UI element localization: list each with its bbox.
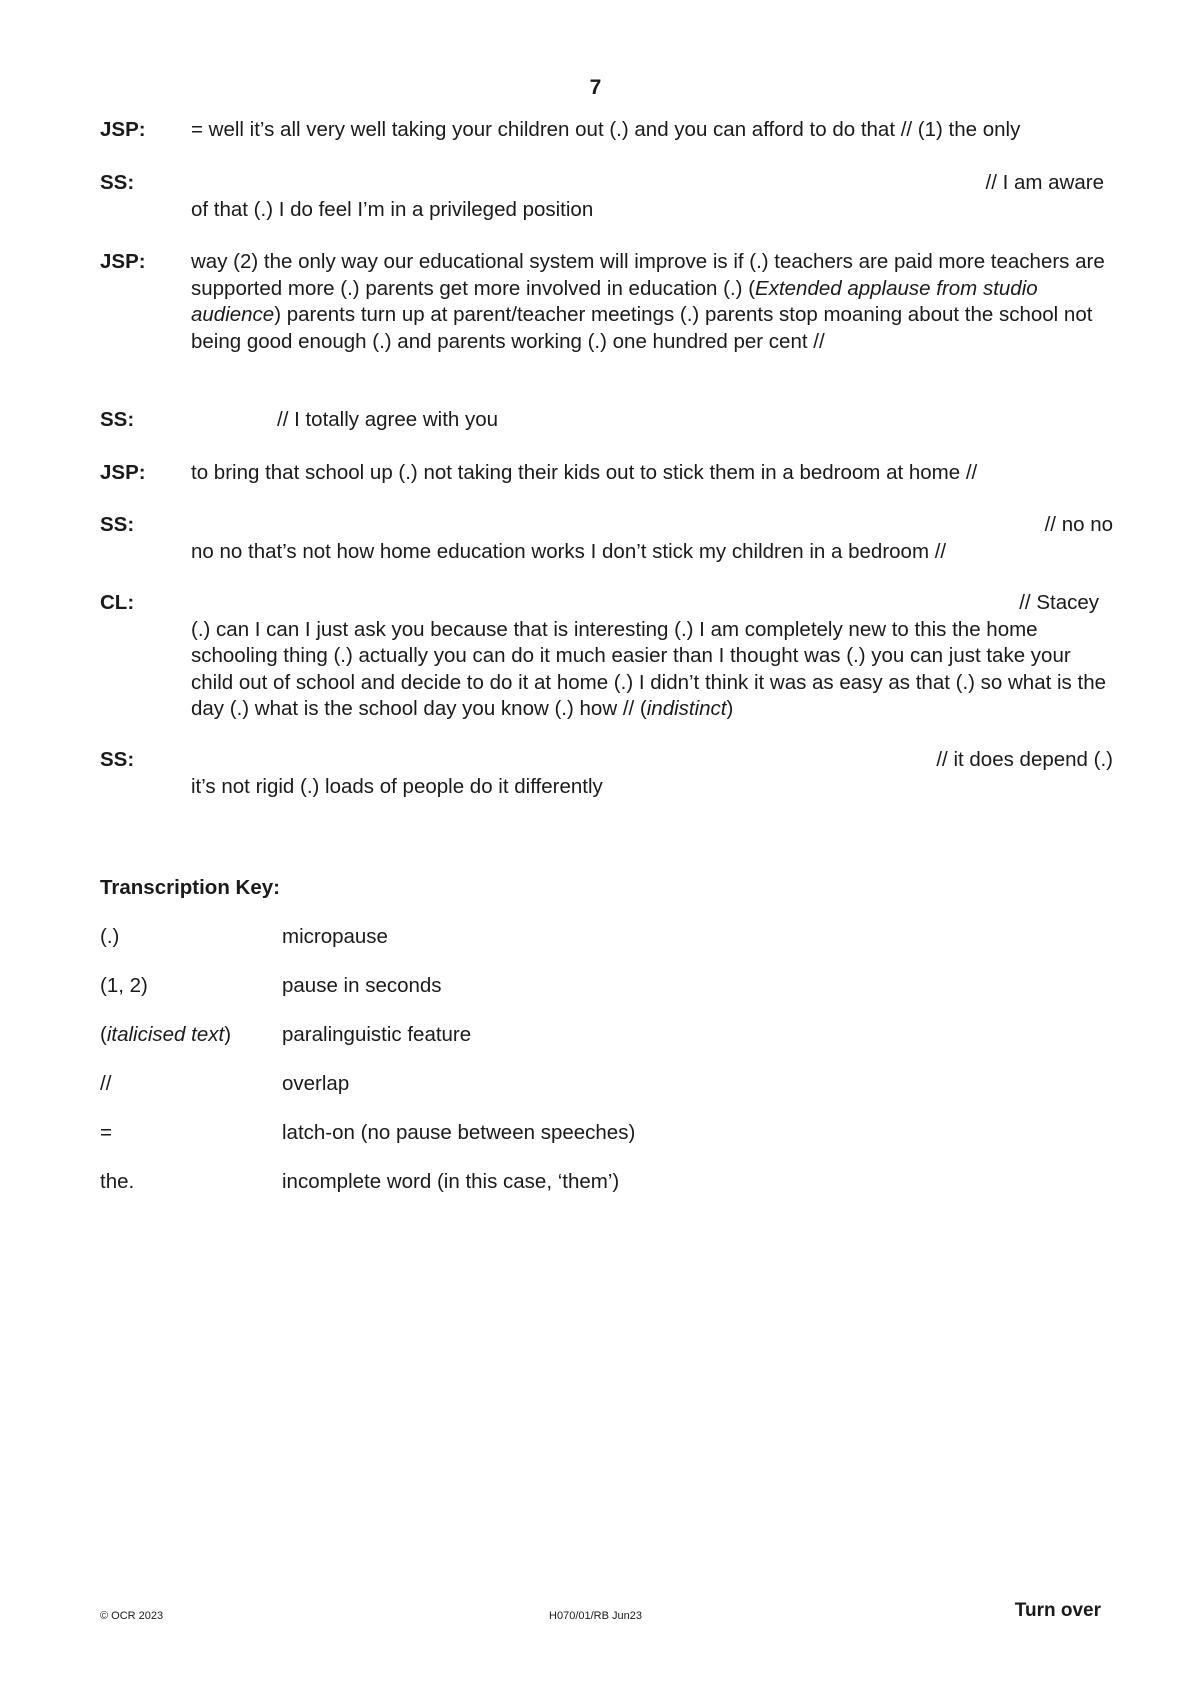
key-meaning: overlap: [282, 1072, 350, 1095]
turn-text: = well it’s all very well taking your children out (.) and you can afford to do that // (1) the only: [191, 118, 1021, 141]
key-meaning: micropause: [282, 925, 388, 948]
paralinguistic-text: indistinct: [646, 697, 727, 720]
key-title: Transcription Key:: [100, 876, 280, 899]
speaker-label: SS:: [100, 748, 135, 771]
key-meaning: paralinguistic feature: [282, 1023, 472, 1046]
turn-text: [191, 170, 1111, 223]
overlap-text: // I am aware: [985, 171, 1104, 194]
copyright-notice: © OCR 2023: [100, 1610, 164, 1622]
paralinguistic-text: Extended applause from studio audience: [191, 276, 1038, 326]
speaker-label: JSP:: [100, 118, 146, 141]
key-meaning: pause in seconds: [282, 974, 442, 997]
turn-text: to bring that school up (.) not taking their kids out to stick them in a bedroom at home //: [191, 461, 978, 484]
speaker-label: SS:: [100, 513, 135, 536]
turn-text: way (2) the only way our educational system will improve is if (.) teachers are paid more teachers are supported more (.) parents get more involved in education (.) (Extended applause from studio audience) parents turn up at parent/teacher meetings (.) parents stop moaning about the school not being good enough (.) and parents working (.) one hundred per cent //: [191, 250, 1105, 353]
speaker-label: JSP:: [100, 461, 146, 484]
overlap-text: // no no: [1044, 513, 1113, 536]
continuation-text: of that (.) I do feel I’m in a privileged position: [191, 197, 594, 221]
turn-text: // Stacey (.) can I can I just ask you because that is interesting (.) I am completely new to this the home schooling thing (.) actually you can do it much easier than I thought was (.) you can just take your child out of school and decide to do it at home (.) I didn’t think it was as easy as that (.) so what is the day (.) what is the school day you know (.) how // (indistinct): [191, 590, 1111, 723]
continuation-text: it’s not rigid (.) loads of people do it differently: [191, 774, 603, 798]
speaker-label: SS:: [100, 408, 135, 431]
turn-text: [191, 512, 1111, 565]
key-meaning: incomplete word (in this case, ‘them’): [282, 1170, 620, 1193]
speaker-label: CL:: [100, 591, 135, 614]
key-symbol: //: [100, 1072, 112, 1095]
key-symbol: (italicised text): [100, 1023, 232, 1046]
page-number: 7: [589, 76, 602, 99]
speaker-label: JSP:: [100, 250, 146, 273]
paper-code: H070/01/RB Jun23: [549, 1610, 642, 1622]
turn-over-label: Turn over: [1014, 1600, 1101, 1621]
speaker-label: SS:: [100, 171, 135, 194]
turn-text: [191, 747, 1111, 800]
overlap-text: // it does depend (.): [936, 748, 1113, 771]
key-symbol: (.): [100, 925, 120, 948]
key-meaning: latch-on (no pause between speeches): [282, 1121, 636, 1144]
overlap-text: // Stacey: [1019, 591, 1099, 614]
continuation-text: no no that’s not how home education works I don’t stick my children in a bedroom //: [191, 539, 947, 563]
key-symbol: the.: [100, 1170, 135, 1193]
key-symbol: =: [100, 1121, 112, 1144]
turn-text: // I totally agree with you: [277, 408, 499, 431]
key-symbol: (1, 2): [100, 974, 148, 997]
